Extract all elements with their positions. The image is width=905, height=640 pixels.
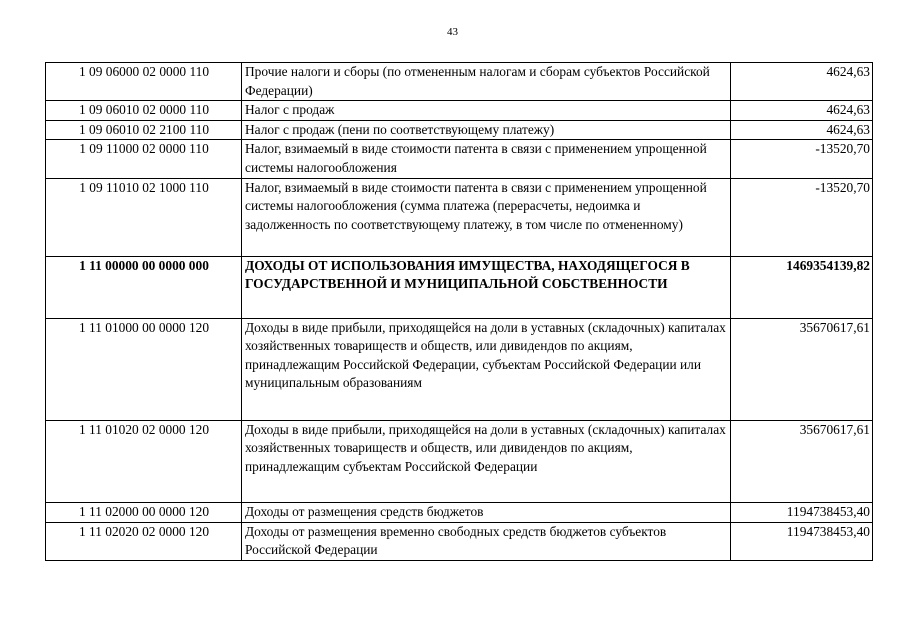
revenue-table [45,62,873,561]
amount: 35670617,61 [731,318,873,420]
table-row [46,522,873,560]
budget-code: 1 09 06010 02 0000 110 [46,101,242,121]
amount: 35670617,61 [731,420,873,502]
budget-code: 1 11 01000 00 0000 120 [46,318,242,420]
amount: 1469354139,82 [731,256,873,318]
table-row [46,318,873,420]
revenue-description: Прочие налоги и сборы (по отмененным налогам и сборам субъектов Российской Федерации) [242,63,731,101]
amount: 4624,63 [731,101,873,121]
revenue-description: Налог с продаж (пени по соответствующему платежу) [242,120,731,140]
table-row [46,502,873,522]
revenue-description: Налог, взимаемый в виде стоимости патента в связи с применением упрощенной системы налогообложения (сумма платежа (перерасчеты, недоимка и задолженность по соответствующему платежу, в том числе по отмененному) [242,178,731,256]
amount: -13520,70 [731,140,873,178]
revenue-description: Доходы в виде прибыли, приходящейся на доли в уставных (складочных) капиталах хозяйственных товариществ и обществ, или дивидендов по акциям, принадлежащим Российской Федерации, субъектам Российской Федерации или муниципальным образованиям [242,318,731,420]
revenue-description: Налог с продаж [242,101,731,121]
table-row [46,63,873,101]
revenue-description: Доходы от размещения временно свободных средств бюджетов субъектов Российской Федерации [242,522,731,560]
budget-code: 1 11 02020 02 0000 120 [46,522,242,560]
table-row [46,101,873,121]
table-row [46,420,873,502]
amount: 4624,63 [731,120,873,140]
table-row [46,178,873,256]
revenue-description: ДОХОДЫ ОТ ИСПОЛЬЗОВАНИЯ ИМУЩЕСТВА, НАХОДЯЩЕГОСЯ В ГОСУДАРСТВЕННОЙ И МУНИЦИПАЛЬНОЙ СОБСТВЕННОСТИ [242,256,731,318]
budget-code: 1 09 06010 02 2100 110 [46,120,242,140]
budget-code: 1 11 01020 02 0000 120 [46,420,242,502]
amount: 4624,63 [731,63,873,101]
amount: -13520,70 [731,178,873,256]
amount: 1194738453,40 [731,502,873,522]
revenue-description: Доходы в виде прибыли, приходящейся на доли в уставных (складочных) капиталах хозяйственных товариществ и обществ, или дивидендов по акциям, принадлежащим субъектам Российской Федерации [242,420,731,502]
budget-code: 1 11 02000 00 0000 120 [46,502,242,522]
budget-code: 1 09 06000 02 0000 110 [46,63,242,101]
amount: 1194738453,40 [731,522,873,560]
page-number: 43 [447,26,458,38]
budget-code: 1 09 11010 02 1000 110 [46,178,242,256]
revenue-description: Налог, взимаемый в виде стоимости патента в связи с применением упрощенной системы налогообложения [242,140,731,178]
table-row [46,140,873,178]
table-row [46,120,873,140]
budget-code: 1 11 00000 00 0000 000 [46,256,242,318]
budget-code: 1 09 11000 02 0000 110 [46,140,242,178]
table-row-section-total [46,256,873,318]
revenue-description: Доходы от размещения средств бюджетов [242,502,731,522]
